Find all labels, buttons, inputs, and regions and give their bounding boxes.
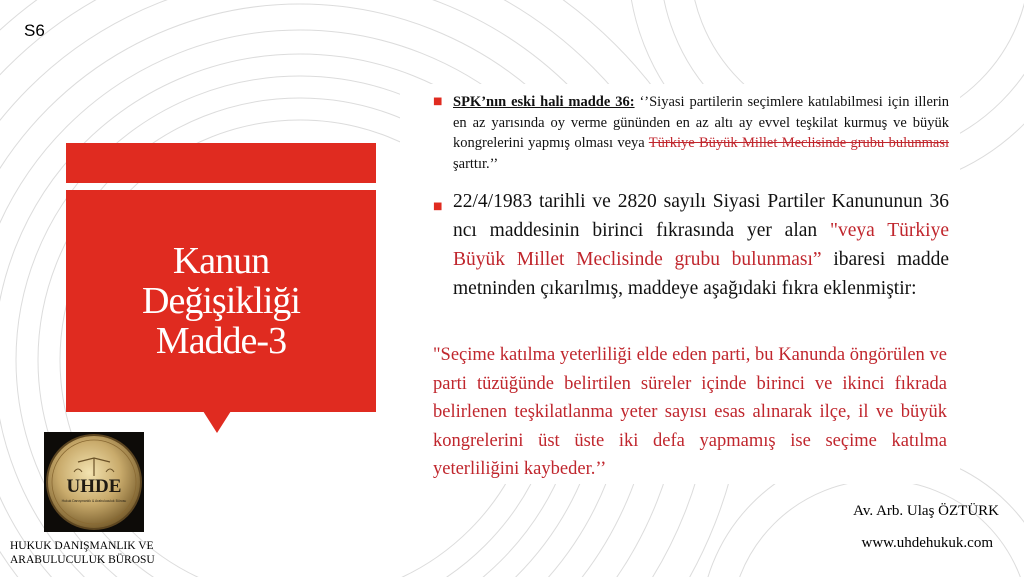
amendment-tail: ibaresi madde metninden çıkarılmış, maddeye aşağıdaki fıkra eklenmiştir: bbox=[453, 249, 949, 299]
title-box-pointer bbox=[203, 411, 231, 433]
title-line-1: Kanun bbox=[172, 240, 270, 282]
logo-text: UHDE bbox=[66, 476, 122, 497]
title-line-2: Değişikliği bbox=[142, 280, 300, 322]
firm-name-line-1: HUKUK DANIŞMANLIK VE bbox=[10, 540, 154, 552]
title-line-3: Madde-3 bbox=[155, 320, 287, 362]
title-accent-strip bbox=[66, 143, 376, 183]
title-box bbox=[66, 190, 376, 412]
firm-name bbox=[10, 539, 180, 567]
bullet-amendment bbox=[433, 187, 949, 303]
old-article-label: SPK’nın eski hali madde 36: bbox=[453, 94, 635, 110]
logo-subtext: Hukuk Danışmanlık & Arabuluculuk Bürosu bbox=[61, 499, 127, 503]
square-bullet-icon: ■ bbox=[433, 201, 443, 212]
uhde-logo bbox=[44, 432, 144, 532]
bullet-old-article bbox=[433, 92, 949, 174]
struck-phrase: Türkiye Büyük Millet Meclisinde grubu bulunması bbox=[648, 135, 949, 151]
square-bullet-icon: ■ bbox=[433, 96, 443, 107]
old-article-tail: şarttır.’’ bbox=[453, 155, 499, 172]
old-article-text: ‘’Siyasi partilerin seçimlere katılabilmesi için illerin en az yarısında oy verme gününden en az altı ay evvel teşkilat kurmuş ve büyük kongrelerini yapmış olması veya bbox=[453, 94, 950, 151]
new-clause-quote: "Seçime katılma yeterliliği elde eden parti, bu Kanunda öngörülen ve parti tüzüğünde belirtilen süreler içinde birinci ve ikinci fıkrada belirlenen teşkilatlanma yeter sayısı esas alınarak ilçe, il ve büyük kongrelerini üst üste iki defa yapmamış ise seçime katılma yeterliliğini kaybeder.’’ bbox=[433, 345, 947, 479]
removed-phrase: "veya Türkiye Büyük Millet Meclisinde grubu bulunması” bbox=[453, 220, 949, 270]
author-name: Av. Arb. Ulaş ÖZTÜRK bbox=[853, 503, 999, 519]
amendment-text: 22/4/1983 tarihli ve 2820 sayılı Siyasi Partiler Kanununun 36 ncı maddesinin birinci fıkrasında yer alan bbox=[453, 191, 949, 241]
slide-number: S6 bbox=[24, 21, 45, 40]
website-link[interactable]: www.uhdehukuk.com bbox=[861, 535, 993, 551]
firm-name-line-2: ARABULUCULUK BÜROSU bbox=[10, 554, 155, 566]
